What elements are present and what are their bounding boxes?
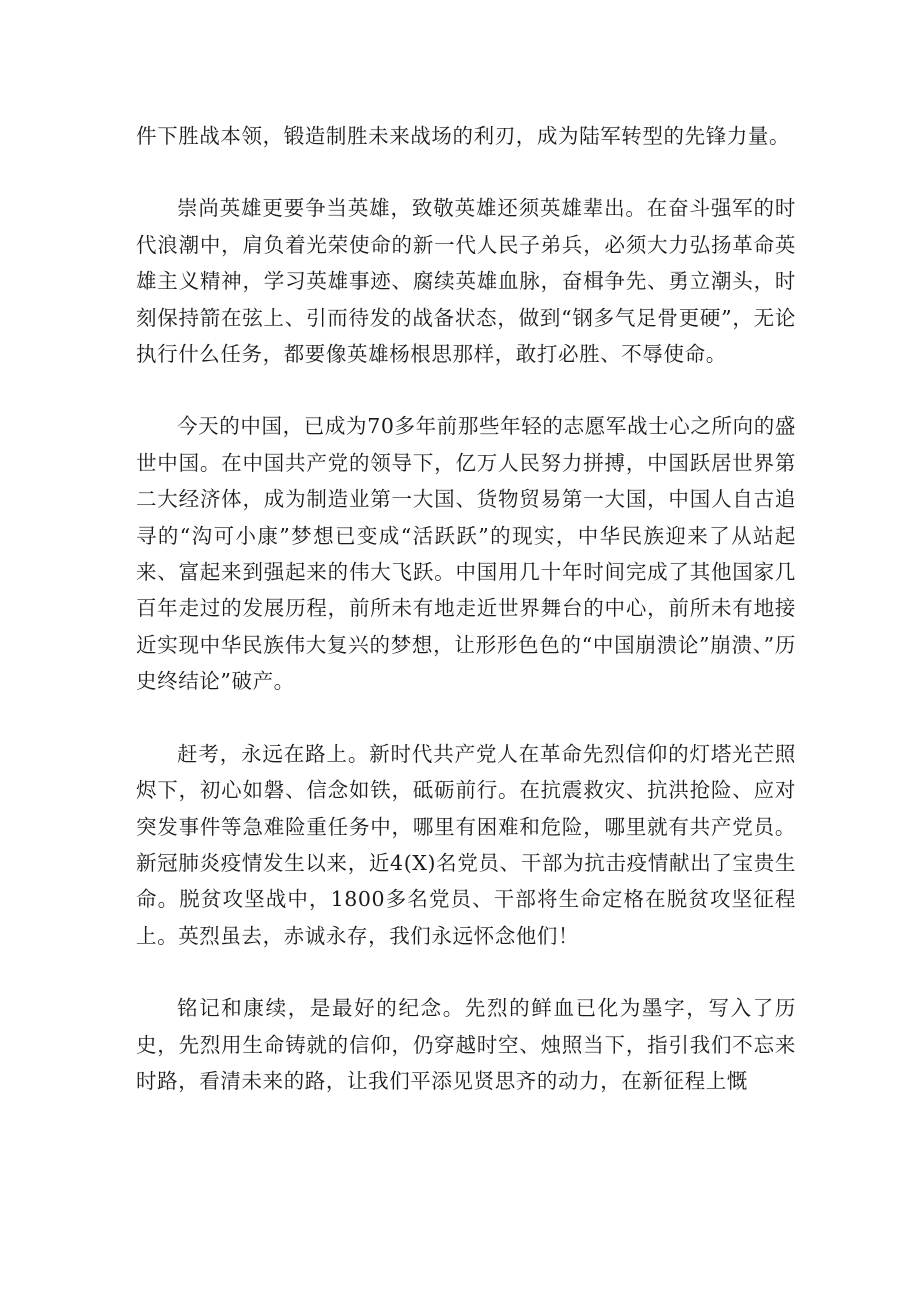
- paragraph-remember-and-continue: 铭记和康续，是最好的纪念。先烈的鲜血已化为墨字，写入了历史，先烈用生命铸就的信仰，仍穿越时空、烛照当下，指引我们不忘来时路，看清未来的路，让我们平添见贤思齐的动力，在新征程上慨: [136, 996, 796, 1093]
- paragraph-heroes: 崇尚英雄更要争当英雄，致敬英雄还须英雄辈出。在奋斗强军的时代浪潮中，肩负着光荣使命的新一代人民子弟兵，必须大力弘扬革命英雄主义精神，学习英雄事迹、腐续英雄血脉，奋楫争先、勇立潮头，时刻保持箭在弦上、引而待发的战备状态，做到“钢多气足骨更硬”，无论执行什么任务，都要像英雄杨根思那样，敢打必胜、不辱使命。: [136, 196, 796, 367]
- paragraph-todays-china: 今天的中国，已成为70多年前那些年轻的志愿军战士心之所向的盛世中国。在中国共产党的领导下，亿万人民努力拼搏，中国跃居世界第二大经济体，成为制造业第一大国、货物贸易第一大国，中国人自古追寻的“沟可小康”梦想已变成“活跃跃”的现实，中华民族迎来了从站起来、富起来到强起来的伟大飞跃。中国用几十年时间完成了其他国家几百年走过的发展历程，前所未有地走近世界舞台的中心，前所未有地接近实现中华民族伟大复兴的梦想，让形形色色的“中国崩溃论”崩溃、”历史终结论”破产。: [136, 414, 796, 694]
- paragraph-continuation: 件下胜战本领，锻造制胜未来战场的利刃，成为陆军转型的先锋力量。: [136, 124, 791, 148]
- paragraph-exam-on-the-road: 赶考，永远在路上。新时代共产党人在革命先烈信仰的灯塔光芒照烬下，初心如磐、信念如铁，砥砺前行。在抗震救灾、抗洪抢险、应对突发事件等急难险重任务中，哪里有困难和危险，哪里就有共产党员。新冠肺炎疫情发生以来，近4(X)名党员、干部为抗击疫情献出了宝贵生命。脱贫攻坚战中，1800多名党员、干部将生命定格在脱贫攻坚征程上。英烈虽去，赤诚永存，我们永远怀念他们！: [136, 741, 796, 948]
- document-body: [136, 118, 796, 1135]
